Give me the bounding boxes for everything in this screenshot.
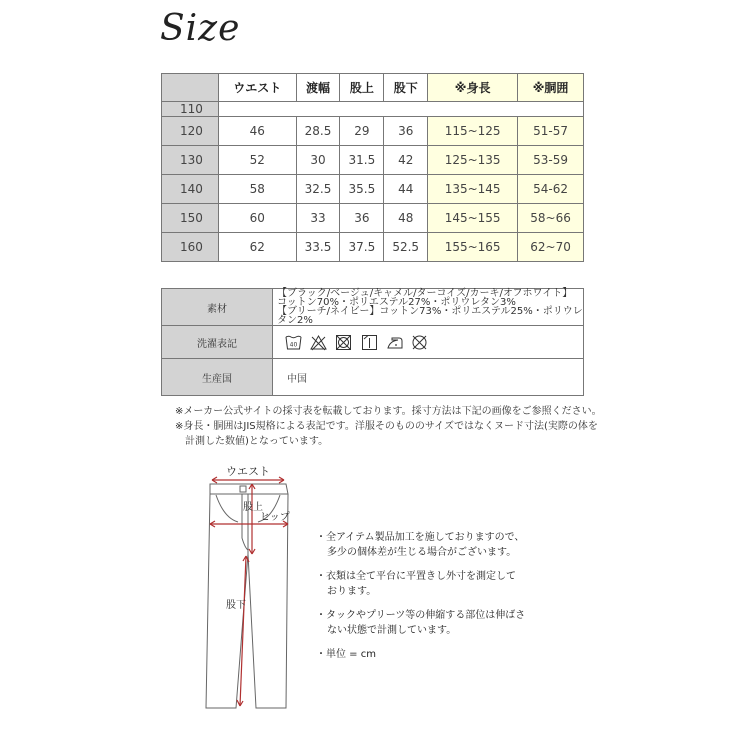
material-line: 【ブラック/ベージュ/キャメル/ターコイズ/カーキ/オフホワイト】 bbox=[277, 288, 573, 299]
table-cell: 28.5 bbox=[296, 117, 340, 146]
iron-low-icon bbox=[386, 334, 403, 351]
no-tumble-dry-icon bbox=[335, 334, 352, 351]
table-cell: 46 bbox=[219, 117, 297, 146]
table-cell: 54-62 bbox=[518, 175, 584, 204]
size-row-140 bbox=[162, 175, 584, 204]
size-label: 120 bbox=[162, 117, 219, 146]
table-cell: 36 bbox=[384, 117, 428, 146]
table-cell: 62~70 bbox=[518, 233, 584, 262]
note-line: ※メーカー公式サイトの採寸表を転載しております。採寸方法は下記の画像をご参照ください。 bbox=[175, 406, 602, 417]
table-cell: 44 bbox=[384, 175, 428, 204]
material-line: 【ブリーチ/ネイビー】コットン73%・ポリエステル25%・ポリウレタン2% bbox=[277, 306, 583, 326]
note-line: 計測した数値)となっています。 bbox=[185, 436, 329, 447]
size-label: 140 bbox=[162, 175, 219, 204]
table-cell: 58 bbox=[219, 175, 297, 204]
table-cell: 33 bbox=[296, 204, 340, 233]
size-table-header bbox=[162, 74, 584, 102]
table-cell: 52 bbox=[219, 146, 297, 175]
table-cell: 115~125 bbox=[428, 117, 518, 146]
header-girth: ※胴囲 bbox=[518, 74, 584, 102]
waist-label: ウエスト bbox=[226, 465, 270, 478]
header-inseam: 股下 bbox=[384, 74, 428, 102]
table-cell: 60 bbox=[219, 204, 297, 233]
no-bleach-icon bbox=[310, 334, 327, 351]
size-label: 150 bbox=[162, 204, 219, 233]
size-row-150 bbox=[162, 204, 584, 233]
notes bbox=[175, 404, 602, 449]
table-cell: 32.5 bbox=[296, 175, 340, 204]
table-cell: 125~135 bbox=[428, 146, 518, 175]
hip-label: ヒップ bbox=[260, 512, 290, 523]
bullet-line: ・単位 = cm bbox=[316, 649, 376, 660]
size-table bbox=[161, 73, 584, 262]
material-label: 素材 bbox=[162, 289, 273, 326]
empty-cell bbox=[219, 102, 584, 117]
table-cell: 29 bbox=[340, 117, 384, 146]
table-cell: 53-59 bbox=[518, 146, 584, 175]
line-dry-icon bbox=[361, 334, 378, 351]
size-row-160 bbox=[162, 233, 584, 262]
material-row bbox=[162, 289, 584, 326]
size-label: 130 bbox=[162, 146, 219, 175]
size-row-130 bbox=[162, 146, 584, 175]
table-cell: 145~155 bbox=[428, 204, 518, 233]
table-cell: 62 bbox=[219, 233, 297, 262]
wash-40-icon bbox=[285, 334, 302, 351]
page-title: Size bbox=[160, 8, 241, 49]
bullet-line: ・衣類は全て平台に平置きし外寸を測定して bbox=[316, 571, 516, 582]
corner-cell bbox=[162, 74, 219, 102]
material-line: コットン70%・ポリエステル27%・ポリウレタン3% bbox=[277, 297, 516, 308]
rise-label-text: 股上 bbox=[243, 502, 263, 513]
size-label: 110 bbox=[162, 102, 219, 117]
bullets bbox=[316, 530, 525, 671]
bullet-line: 多少の個体差が生じる場合がございます。 bbox=[327, 547, 517, 558]
bullet-item bbox=[316, 608, 525, 638]
table-cell: 35.5 bbox=[340, 175, 384, 204]
bullet-item bbox=[316, 647, 525, 662]
table-cell: 52.5 bbox=[384, 233, 428, 262]
header-rise: 股上 bbox=[340, 74, 384, 102]
table-cell: 58~66 bbox=[518, 204, 584, 233]
inseam-label: 股下 bbox=[226, 600, 246, 611]
table-cell: 30 bbox=[296, 146, 340, 175]
table-cell: 155~165 bbox=[428, 233, 518, 262]
bullet-item bbox=[316, 569, 525, 599]
info-table bbox=[161, 288, 584, 396]
bullet-item bbox=[316, 530, 525, 560]
table-cell: 135~145 bbox=[428, 175, 518, 204]
inseam-arrow bbox=[237, 556, 249, 706]
bullet-line: おります。 bbox=[327, 586, 377, 597]
bullet-line: ・全アイテム製品加工を施しておりますので、 bbox=[316, 532, 525, 543]
bullet-line: ・タックやプリーツ等の伸縮する部位は伸ばさ bbox=[316, 610, 526, 621]
table-cell: 51-57 bbox=[518, 117, 584, 146]
care-row bbox=[162, 326, 584, 359]
table-cell: 36 bbox=[340, 204, 384, 233]
header-waist: ウエスト bbox=[219, 74, 297, 102]
no-dry-clean-icon bbox=[411, 334, 428, 351]
table-cell: 37.5 bbox=[340, 233, 384, 262]
origin-label: 生産国 bbox=[162, 359, 273, 396]
header-height: ※身長 bbox=[428, 74, 518, 102]
size-row-110 bbox=[162, 102, 584, 117]
size-row-120 bbox=[162, 117, 584, 146]
table-cell: 33.5 bbox=[296, 233, 340, 262]
size-label: 160 bbox=[162, 233, 219, 262]
care-icons bbox=[273, 326, 584, 359]
table-cell: 48 bbox=[384, 204, 428, 233]
header-thigh-width: 渡幅 bbox=[296, 74, 340, 102]
bullet-line: ない状態で計測しています。 bbox=[327, 625, 457, 636]
note-line: ※身長・胴囲はJIS規格による表記です。洋服そのもののサイズではなくヌード寸法(実際の体を bbox=[175, 421, 598, 432]
table-cell: 31.5 bbox=[340, 146, 384, 175]
care-label: 洗濯表記 bbox=[162, 326, 273, 359]
origin-row bbox=[162, 359, 584, 396]
wash-temp-text: 40 bbox=[289, 341, 298, 348]
origin-value: 中国 bbox=[273, 359, 584, 396]
table-cell: 42 bbox=[384, 146, 428, 175]
material-value bbox=[273, 289, 584, 326]
pants-diagram bbox=[196, 458, 306, 720]
